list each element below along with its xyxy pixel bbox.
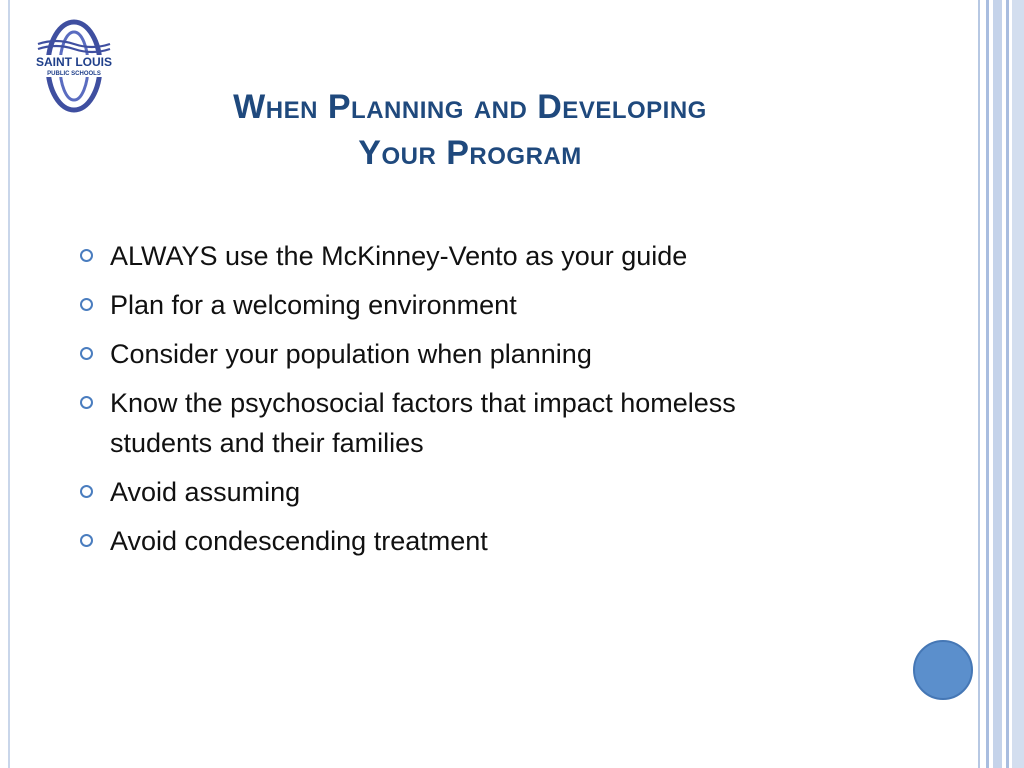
saint-louis-public-schools-logo	[24, 16, 124, 116]
ring-bullet-icon	[80, 298, 93, 311]
bullet-item	[80, 285, 880, 325]
title-line-1: When Planning and Developing	[233, 88, 707, 126]
bullet-text: Avoid condescending treatment	[110, 526, 488, 556]
title-line-2: Your Program	[358, 134, 582, 172]
bullet-text: Know the psychosocial factors that impact homeless students and their families	[110, 388, 736, 458]
bullet-text: Avoid assuming	[110, 477, 301, 507]
decorative-circle	[913, 640, 973, 700]
ring-bullet-icon	[80, 485, 93, 498]
bullet-item	[80, 236, 880, 276]
bullet-list	[80, 236, 880, 570]
bullet-item	[80, 472, 880, 512]
ring-bullet-icon	[80, 396, 93, 409]
ring-bullet-icon	[80, 347, 93, 360]
ring-bullet-icon	[80, 249, 93, 262]
slide-title	[140, 84, 800, 176]
right-decorative-stripes	[978, 0, 1024, 768]
bullet-text: Plan for a welcoming environment	[110, 290, 517, 320]
bullet-text: ALWAYS use the McKinney-Vento as your guide	[110, 241, 688, 271]
logo-text-line1: SAINT LOUIS	[35, 55, 113, 69]
bullet-text: Consider your population when planning	[110, 339, 592, 369]
bullet-item	[80, 334, 880, 374]
ring-bullet-icon	[80, 534, 93, 547]
bullet-item	[80, 521, 880, 561]
bullet-item	[80, 383, 790, 463]
left-frame-line	[8, 0, 10, 768]
logo-text-line2: PUBLIC SCHOOLS	[47, 71, 101, 77]
